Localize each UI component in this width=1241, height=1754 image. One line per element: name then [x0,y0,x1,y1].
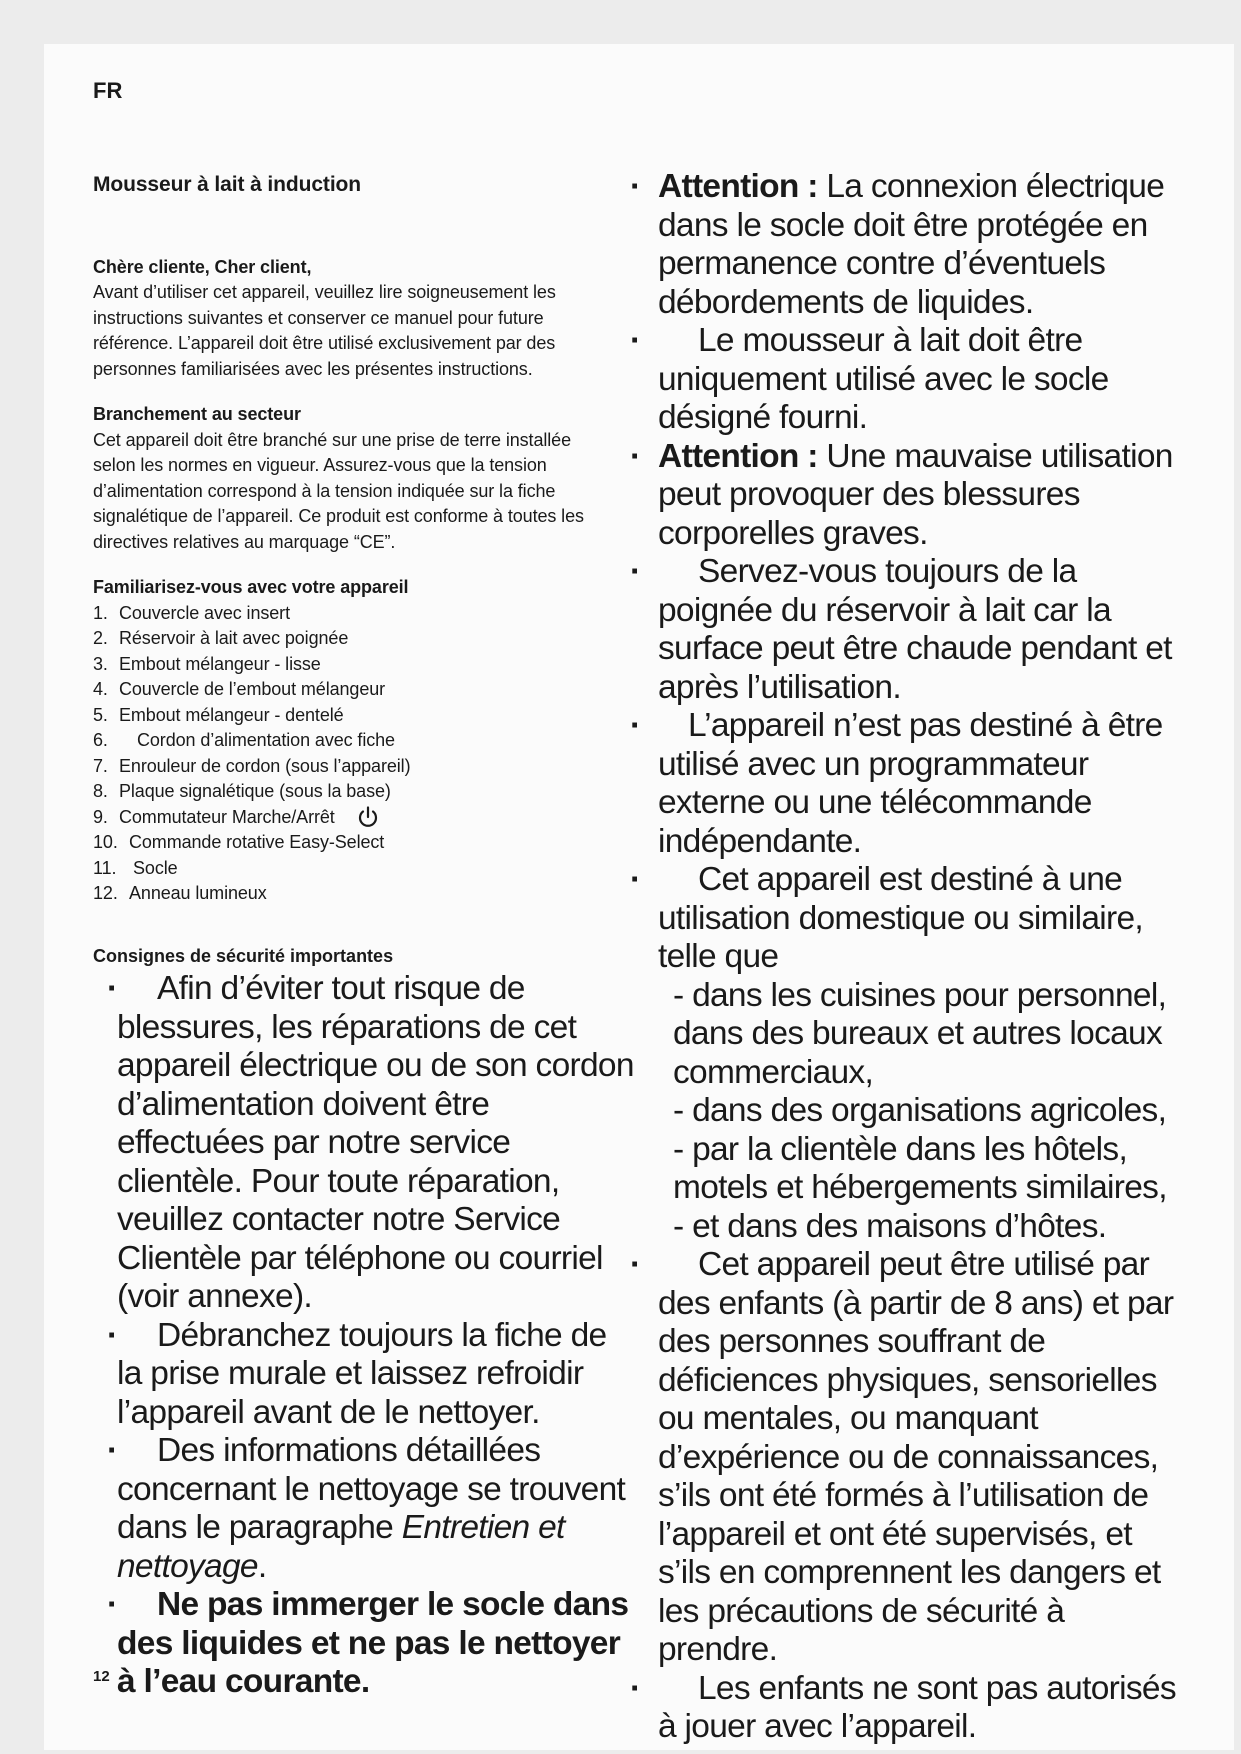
power-text: Cet appareil doit être branché sur une prise de terre installée selon les normes en vigueur. Assurez-vous que la tension d’alimentation correspond à la tension indiquée sur la fiche signalétique de l’appareil. Ce produit est conforme à toutes les directives relatives au marquage “CE”. [93,429,584,552]
safety-item: · Afin d’éviter tout risque de blessures, les réparations de cet appareil électrique ou de son cordon d’alimentation doivent être effectuées par notre service clientèle. Pour toute réparation, veuillez contacter notre Service Clientèle par téléphone ou courriel (voir annexe). [107,970,634,1315]
attention-item: · Attention : Une mauvaise utilisation peut provoquer des blessures corporelles graves. [630,437,1173,552]
list-item: 1. Couvercle avec insert [93,602,290,623]
bullet-icon: · [107,1316,118,1354]
safety-item-warning: · Ne pas immerger le socle dans des liquides et ne pas le nettoyer à l’eau courante. [107,1586,629,1700]
safety-left-column [107,970,637,1702]
safety-item: · Le mousseur à lait doit être uniquement utilisé avec le socle désigné fourni. [630,322,1109,436]
bullet-icon: · [630,707,641,744]
greeting-text: Avant d’utiliser cet appareil, veuillez lire soigneusement les instructions suivantes et conserver ce manuel pour future référence. L’appareil doit être utilisé exclusivement par des personnes familiarisées avec les présentes instructions. [93,282,556,379]
list-item: 2. Réservoir à lait avec poignée [93,628,349,648]
bullet-icon: · [107,970,118,1007]
list-item: 8. Plaque signalétique (sous la base) [93,781,391,801]
bullet-icon: · [630,1246,641,1283]
list-item: 11. Socle [93,857,178,878]
list-item: 6. Cordon d’alimentation avec fiche [93,730,395,750]
safety-item: · Cet appareil est destiné à une utilisation domestique ou similaire, telle que [630,861,1143,975]
bullet-icon: · [630,168,641,205]
bullet-icon: · [107,1586,118,1623]
left-column-intro [93,172,593,907]
attention-item: · Attention : La connexion électrique dans le socle doit être protégée en permanence contre d’éventuels débordements de liquides. [630,168,1165,321]
parts-list [93,601,593,907]
safety-item: · Des informations détaillées concernant le nettoyage se trouvent dans le paragraphe Entretien et nettoyage. [107,1432,626,1585]
usage-item: - et dans des maisons d’hôtes. [673,1207,1107,1245]
greeting-heading: Chère cliente, Cher client, [93,256,312,277]
list-item: 5. Embout mélangeur - dentelé [93,704,344,725]
document-title: Mousseur à lait à induction [93,173,362,196]
usage-item: - dans les cuisines pour personnel, dans des bureaux et autres locaux commerciaux, [673,976,1167,1091]
language-code: FR [93,78,123,103]
safety-item: · Servez-vous toujours de la poignée du réservoir à lait car la surface peut être chaude pendant et après l’utilisation. [630,553,1172,706]
bullet-icon: · [630,437,641,475]
safety-item: · L’appareil n’est pas destiné à être utilisé avec un programmateur externe ou une télécommande indépendante. [630,707,1163,860]
usage-item: - par la clientèle dans les hôtels, motels et hébergements similaires, [673,1130,1167,1206]
safety-heading: Consignes de sécurité importantes [93,946,394,966]
bullet-icon: · [630,1669,641,1707]
list-item: 7. Enrouleur de cordon (sous l’appareil) [93,755,411,776]
list-item: 9. Commutateur Marche/Arrêt [93,805,593,831]
parts-heading: Familiarisez-vous avec votre appareil [93,577,409,597]
safety-item: · Cet appareil peut être utilisé par des enfants (à partir de 8 ans) et par des personnes souffrant de déficiences physiques, sensorielles ou mentales, ou manquant d’expérience ou de connaissances, s’ils ont été formés à l’utilisation de l’appareil et ont été supervisés, et s’ils en comprennent les dangers et les précautions de sécurité à prendre. [630,1246,1174,1668]
safety-right-column [630,168,1178,1747]
safety-item: · Les enfants ne sont pas autorisés à jouer avec l’appareil. [630,1669,1176,1745]
list-item: 4. Couvercle de l’embout mélangeur [93,679,386,699]
list-item: 3. Embout mélangeur - lisse [93,653,321,674]
bullet-icon: · [630,861,641,898]
list-item: 12. Anneau lumineux [93,883,267,903]
bullet-icon: · [107,1432,118,1469]
page-number: 12 [93,1668,110,1685]
bullet-icon: · [630,553,641,590]
bullet-icon: · [630,322,641,359]
safety-item: · Débranchez toujours la fiche de la prise murale et laissez refroidir l’appareil avant de le nettoyer. [107,1316,607,1431]
power-heading: Branchement au secteur [93,404,301,424]
usage-item: - dans des organisations agricoles, [673,1092,1167,1129]
list-item: 10. Commande rotative Easy-Select [93,832,385,852]
